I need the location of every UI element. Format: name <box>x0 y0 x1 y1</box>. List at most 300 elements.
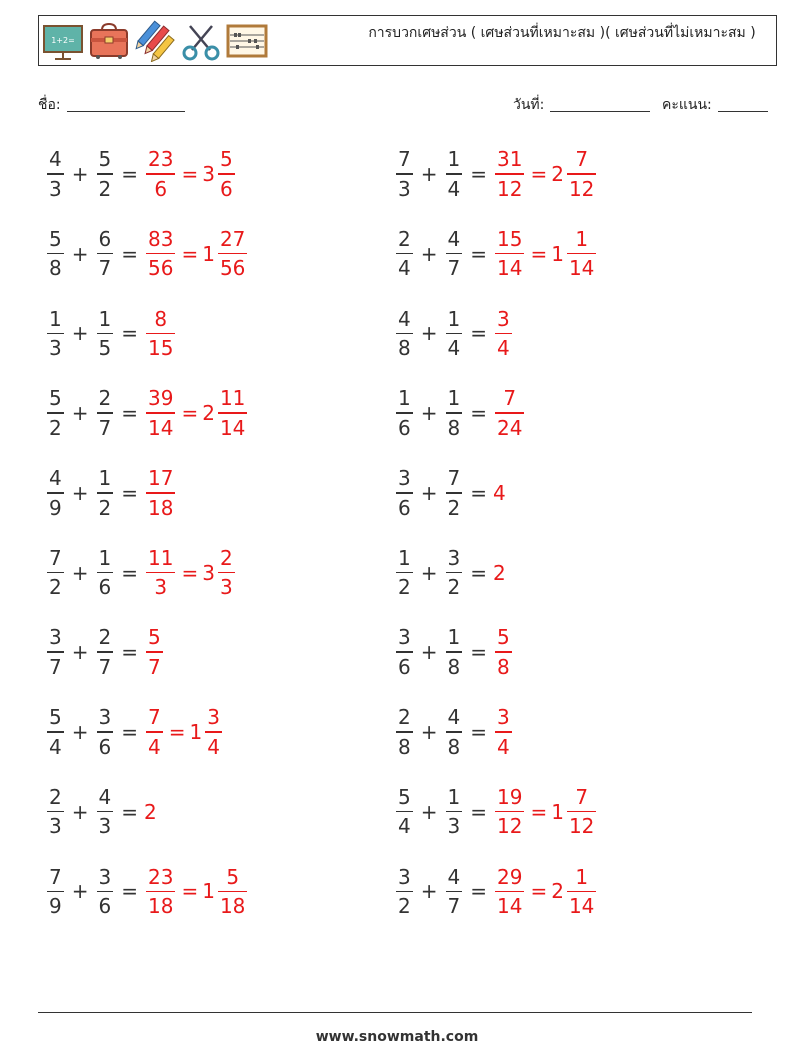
addend-a <box>396 705 413 759</box>
answer <box>144 466 177 520</box>
answer <box>493 865 598 919</box>
addend-a-numerator: 3 <box>398 466 411 491</box>
equals-sign: = <box>470 879 487 904</box>
plus-sign: + <box>420 640 438 665</box>
mixed-whole: 1 <box>189 719 203 744</box>
plus-sign: + <box>71 719 89 744</box>
improper-fraction-numerator: 19 <box>497 784 523 809</box>
mixed-fraction <box>567 227 596 281</box>
addend-b-bar <box>446 811 463 813</box>
score-label: คะแนน: <box>662 97 712 113</box>
addend-a <box>47 785 64 839</box>
addend-b-denominator: 7 <box>447 256 461 281</box>
addend-a <box>47 466 64 520</box>
answer-whole: 2 <box>144 799 157 824</box>
problem-18 <box>394 779 598 845</box>
improper-fraction-numerator: 31 <box>497 147 523 172</box>
mixed-fraction-bar <box>567 173 596 175</box>
equals-sign: = <box>470 480 487 505</box>
addend-b-denominator: 5 <box>98 336 112 361</box>
equals-sign: = <box>121 241 138 266</box>
mixed-denominator: 56 <box>219 256 246 281</box>
equals-sign: = <box>530 799 548 824</box>
answer <box>144 865 249 919</box>
addend-b-numerator: 1 <box>447 306 461 331</box>
improper-fraction-denominator: 14 <box>148 415 174 440</box>
mixed-denominator: 14 <box>219 415 246 440</box>
mixed-numerator: 2 <box>219 545 233 570</box>
mixed-fraction <box>567 865 596 919</box>
mixed-fraction-bar <box>218 412 247 414</box>
addend-b <box>97 147 114 201</box>
answer <box>144 800 157 824</box>
plus-sign: + <box>420 560 438 585</box>
improper-fraction-bar <box>495 333 512 335</box>
mixed-fraction <box>218 147 235 201</box>
addend-a-numerator: 2 <box>398 226 411 251</box>
equals-sign: = <box>470 560 487 585</box>
mixed-numerator: 5 <box>226 864 240 889</box>
addend-b-bar <box>446 333 463 335</box>
addend-a-denominator: 8 <box>49 256 62 281</box>
addend-b-bar <box>97 731 114 733</box>
addend-a-denominator: 4 <box>398 256 411 281</box>
mixed-numerator: 1 <box>575 226 589 251</box>
addend-b-denominator: 2 <box>447 495 461 520</box>
addend-b-denominator: 7 <box>98 654 112 679</box>
addend-b-numerator: 1 <box>447 386 461 411</box>
improper-fraction-numerator: 11 <box>148 545 174 570</box>
addend-a <box>47 227 64 281</box>
improper-fraction-numerator: 29 <box>497 864 523 889</box>
improper-fraction <box>495 785 524 839</box>
score-field <box>662 94 768 116</box>
addend-b <box>446 865 463 919</box>
mixed-whole: 1 <box>551 799 564 824</box>
equals-sign: = <box>470 241 487 266</box>
mixed-whole: 2 <box>202 401 215 426</box>
date-label: วันที่: <box>513 97 545 113</box>
addend-a <box>47 865 64 919</box>
mixed-whole: 1 <box>202 241 215 266</box>
addend-b <box>97 466 114 520</box>
addend-b-bar <box>97 811 114 813</box>
mixed-fraction-bar <box>218 253 247 255</box>
mixed-fraction-bar <box>218 173 235 175</box>
mixed-fraction <box>567 147 596 201</box>
addend-a-denominator: 2 <box>49 415 62 440</box>
mixed-denominator: 12 <box>568 176 595 201</box>
worksheet-title: การบวกเศษส่วน ( เศษส่วนที่เหมาะสม )( เศษส่วนที่ไม่เหมาะสม ) <box>368 25 756 41</box>
scissors-icon <box>180 20 222 62</box>
mixed-denominator: 14 <box>568 894 595 919</box>
addend-b <box>97 546 114 600</box>
improper-fraction-denominator: 4 <box>148 734 161 759</box>
problem-15 <box>45 699 224 765</box>
addend-b-bar <box>97 333 114 335</box>
mixed-fraction <box>218 546 235 600</box>
mixed-whole: 2 <box>551 879 564 904</box>
addend-a-denominator: 9 <box>49 894 62 919</box>
equals-sign: = <box>470 401 487 426</box>
addend-a-denominator: 3 <box>398 176 411 201</box>
addend-a-bar <box>396 333 413 335</box>
addend-a-denominator: 7 <box>49 654 62 679</box>
addend-b-denominator: 7 <box>98 256 112 281</box>
improper-fraction-denominator: 8 <box>497 654 510 679</box>
answer <box>144 625 165 679</box>
addend-b-denominator: 3 <box>98 814 112 839</box>
improper-fraction <box>146 625 163 679</box>
mixed-denominator: 12 <box>568 814 595 839</box>
addend-b-denominator: 2 <box>98 495 112 520</box>
equals-sign: = <box>121 719 138 744</box>
addend-b-bar <box>446 572 463 574</box>
answer <box>144 307 177 361</box>
equals-sign: = <box>181 879 199 904</box>
plus-sign: + <box>71 799 89 824</box>
mixed-numerator: 5 <box>219 147 233 172</box>
answer-whole: 2 <box>493 560 506 585</box>
improper-fraction <box>146 147 175 201</box>
addend-a-numerator: 3 <box>398 625 411 650</box>
improper-fraction-bar <box>146 572 175 574</box>
addend-b-numerator: 6 <box>98 226 112 251</box>
improper-fraction-numerator: 23 <box>148 864 174 889</box>
addend-b-numerator: 3 <box>98 705 112 730</box>
addend-a-denominator: 6 <box>398 495 411 520</box>
score-blank[interactable] <box>718 96 768 112</box>
improper-fraction-numerator: 17 <box>148 466 174 491</box>
mixed-numerator: 27 <box>219 226 246 251</box>
answer <box>493 227 598 281</box>
improper-fraction-numerator: 83 <box>148 226 174 251</box>
plus-sign: + <box>71 560 89 585</box>
plus-sign: + <box>420 799 438 824</box>
improper-fraction-numerator: 7 <box>503 386 517 411</box>
addend-b-denominator: 4 <box>447 336 461 361</box>
problem-6 <box>394 300 514 366</box>
equals-sign: = <box>530 241 548 266</box>
addend-b <box>446 546 463 600</box>
addend-b <box>97 227 114 281</box>
addend-b-numerator: 1 <box>98 466 112 491</box>
problem-9 <box>45 460 177 526</box>
addend-b-denominator: 8 <box>447 734 461 759</box>
mixed-denominator: 3 <box>219 575 233 600</box>
equals-sign: = <box>121 162 138 186</box>
addend-b <box>97 785 114 839</box>
improper-fraction-bar <box>146 412 175 414</box>
plus-sign: + <box>420 321 438 346</box>
addend-b-denominator: 8 <box>447 654 461 679</box>
mixed-whole: 1 <box>202 879 215 904</box>
problem-8 <box>394 380 526 446</box>
addend-a-denominator: 2 <box>49 575 62 600</box>
problem-20 <box>394 858 598 924</box>
addend-b <box>446 227 463 281</box>
addend-a-bar <box>47 492 64 494</box>
problem-17 <box>45 779 157 845</box>
addend-a <box>396 785 413 839</box>
improper-fraction-numerator: 23 <box>148 147 174 172</box>
addend-a-numerator: 7 <box>49 545 62 570</box>
addend-a-denominator: 3 <box>49 176 62 201</box>
problem-2 <box>394 141 598 207</box>
equals-sign: = <box>530 879 548 904</box>
improper-fraction-bar <box>495 731 512 733</box>
addend-a-denominator: 2 <box>398 575 411 600</box>
mixed-whole: 1 <box>551 241 564 266</box>
addend-a <box>47 307 64 361</box>
improper-fraction <box>146 466 175 520</box>
addend-b-numerator: 7 <box>447 466 461 491</box>
improper-fraction-bar <box>495 811 524 813</box>
addend-b-bar <box>446 492 463 494</box>
addend-a-bar <box>47 811 64 813</box>
addend-a-numerator: 2 <box>49 784 62 809</box>
mixed-denominator: 6 <box>219 176 233 201</box>
addend-b-denominator: 8 <box>447 415 461 440</box>
improper-fraction <box>495 705 512 759</box>
equals-sign: = <box>121 879 138 904</box>
addend-b-numerator: 3 <box>98 864 112 889</box>
addend-b-numerator: 2 <box>98 625 112 650</box>
name-label: ชื่อ: <box>38 97 61 113</box>
plus-sign: + <box>71 241 89 266</box>
improper-fraction-denominator: 6 <box>154 176 168 201</box>
mixed-fraction-bar <box>218 891 247 893</box>
improper-fraction <box>495 865 524 919</box>
mixed-fraction <box>218 865 247 919</box>
addend-b-numerator: 5 <box>98 147 112 172</box>
improper-fraction-denominator: 56 <box>148 256 174 281</box>
equals-sign: = <box>181 401 199 426</box>
addend-a <box>396 227 413 281</box>
addend-b-bar <box>97 253 114 255</box>
equals-sign: = <box>121 321 138 346</box>
mixed-fraction <box>218 227 247 281</box>
addend-a-denominator: 6 <box>398 654 411 679</box>
addend-b <box>446 466 463 520</box>
improper-fraction <box>495 386 524 440</box>
mixed-whole: 2 <box>551 162 564 186</box>
addend-a-bar <box>396 731 413 733</box>
addend-b-denominator: 7 <box>447 894 461 919</box>
improper-fraction-denominator: 15 <box>148 336 174 361</box>
addend-a <box>396 147 413 201</box>
problem-16 <box>394 699 514 765</box>
addend-b-bar <box>446 253 463 255</box>
abacus-icon <box>226 20 268 62</box>
equals-sign: = <box>121 401 138 426</box>
addend-b-numerator: 1 <box>447 784 461 809</box>
addend-a <box>396 865 413 919</box>
equals-sign: = <box>121 640 138 665</box>
improper-fraction-denominator: 3 <box>154 575 168 600</box>
addend-a-bar <box>47 412 64 414</box>
answer <box>144 546 237 600</box>
addend-b-denominator: 4 <box>447 176 461 201</box>
improper-fraction-denominator: 18 <box>148 495 174 520</box>
addend-a-denominator: 8 <box>398 336 411 361</box>
addend-a-numerator: 1 <box>398 386 411 411</box>
addend-b-denominator: 3 <box>447 814 461 839</box>
improper-fraction <box>495 227 524 281</box>
addend-a-numerator: 4 <box>398 306 411 331</box>
addend-a-numerator: 3 <box>398 864 411 889</box>
mixed-numerator: 3 <box>207 705 220 730</box>
pencils-icon <box>134 20 176 62</box>
improper-fraction <box>146 307 175 361</box>
mixed-fraction <box>567 785 596 839</box>
addend-b-bar <box>446 173 463 175</box>
mixed-fraction <box>205 705 222 759</box>
addend-b-bar <box>446 651 463 653</box>
addend-b-bar <box>97 492 114 494</box>
footer-divider <box>38 1012 752 1013</box>
improper-fraction <box>146 705 163 759</box>
problem-14 <box>394 619 514 685</box>
addend-a-denominator: 4 <box>398 814 411 839</box>
addend-b-numerator: 1 <box>98 306 112 331</box>
date-blank[interactable] <box>550 96 650 112</box>
improper-fraction <box>495 625 512 679</box>
addend-b-numerator: 4 <box>447 705 461 730</box>
problem-10 <box>394 460 506 526</box>
addend-a-denominator: 6 <box>398 415 411 440</box>
mixed-numerator: 1 <box>575 864 589 889</box>
addend-a <box>47 546 64 600</box>
equals-sign: = <box>470 719 487 744</box>
mixed-numerator: 7 <box>575 784 589 809</box>
problem-1 <box>45 141 237 207</box>
equals-sign: = <box>121 480 138 505</box>
addend-a <box>47 147 64 201</box>
addend-a <box>396 386 413 440</box>
mixed-fraction-bar <box>205 731 222 733</box>
addend-b-denominator: 2 <box>447 575 461 600</box>
addend-a-denominator: 2 <box>398 894 411 919</box>
addend-b-bar <box>97 891 114 893</box>
improper-fraction-bar <box>495 253 524 255</box>
equals-sign: = <box>530 162 548 186</box>
improper-fraction-bar <box>495 891 524 893</box>
mixed-denominator: 18 <box>219 894 246 919</box>
addend-b-denominator: 6 <box>98 894 112 919</box>
addend-b-numerator: 4 <box>447 864 461 889</box>
addend-a-numerator: 4 <box>49 147 62 172</box>
addend-a-numerator: 5 <box>49 386 62 411</box>
addend-b <box>446 147 463 201</box>
improper-fraction-numerator: 5 <box>148 625 161 650</box>
plus-sign: + <box>420 401 438 426</box>
addend-b-bar <box>446 731 463 733</box>
addend-a-bar <box>396 173 413 175</box>
addend-a-numerator: 3 <box>49 625 62 650</box>
addend-a-bar <box>47 731 64 733</box>
addend-a-denominator: 9 <box>49 495 62 520</box>
name-blank[interactable] <box>67 96 185 112</box>
improper-fraction-bar <box>495 412 524 414</box>
plus-sign: + <box>71 321 89 346</box>
addend-b-numerator: 1 <box>447 625 461 650</box>
addend-a-bar <box>396 651 413 653</box>
answer <box>144 147 237 201</box>
mixed-fraction <box>218 386 247 440</box>
improper-fraction-numerator: 7 <box>148 705 161 730</box>
footer-site: www.snowmath.com <box>315 1029 479 1045</box>
addend-a-numerator: 5 <box>49 226 62 251</box>
plus-sign: + <box>71 640 89 665</box>
answer <box>144 705 224 759</box>
improper-fraction <box>146 546 175 600</box>
addend-a-denominator: 4 <box>49 734 62 759</box>
problem-5 <box>45 300 177 366</box>
plus-sign: + <box>71 162 89 186</box>
improper-fraction-bar <box>146 173 175 175</box>
addend-b-bar <box>446 412 463 414</box>
addend-b <box>97 865 114 919</box>
equals-sign: = <box>470 321 487 346</box>
answer <box>493 147 598 201</box>
addend-a-numerator: 5 <box>49 705 62 730</box>
improper-fraction-denominator: 14 <box>497 256 523 281</box>
addend-b-numerator: 4 <box>447 226 461 251</box>
problem-7 <box>45 380 249 446</box>
addend-b-bar <box>97 651 114 653</box>
improper-fraction-denominator: 4 <box>497 734 510 759</box>
addend-a <box>47 705 64 759</box>
improper-fraction-bar <box>146 333 175 335</box>
plus-sign: + <box>71 480 89 505</box>
addend-b-denominator: 6 <box>98 734 112 759</box>
addend-b <box>446 705 463 759</box>
improper-fraction-denominator: 12 <box>497 814 523 839</box>
equals-sign: = <box>181 162 199 186</box>
addend-b-bar <box>97 173 114 175</box>
addend-a-bar <box>396 253 413 255</box>
addend-b-numerator: 3 <box>447 545 461 570</box>
addend-a-bar <box>47 173 64 175</box>
plus-sign: + <box>420 719 438 744</box>
addend-b-denominator: 2 <box>98 176 112 201</box>
plus-sign: + <box>420 241 438 266</box>
improper-fraction-bar <box>146 492 175 494</box>
improper-fraction-denominator: 14 <box>497 894 523 919</box>
improper-fraction-bar <box>146 253 175 255</box>
equals-sign: = <box>181 241 199 266</box>
addend-a-numerator: 5 <box>398 784 411 809</box>
improper-fraction <box>146 227 175 281</box>
mixed-denominator: 4 <box>207 734 220 759</box>
addend-a <box>47 386 64 440</box>
addend-a-numerator: 4 <box>49 466 62 491</box>
improper-fraction <box>495 147 524 201</box>
addend-a-bar <box>47 253 64 255</box>
addend-b <box>446 625 463 679</box>
addend-a-denominator: 3 <box>49 814 62 839</box>
addend-a-numerator: 7 <box>49 864 62 889</box>
worksheet-header <box>38 15 777 66</box>
answer <box>493 785 598 839</box>
answer-whole: 4 <box>493 480 506 505</box>
addend-a-bar <box>47 572 64 574</box>
addend-a <box>396 546 413 600</box>
addend-b <box>97 307 114 361</box>
answer <box>493 625 514 679</box>
equals-sign: = <box>470 162 487 186</box>
